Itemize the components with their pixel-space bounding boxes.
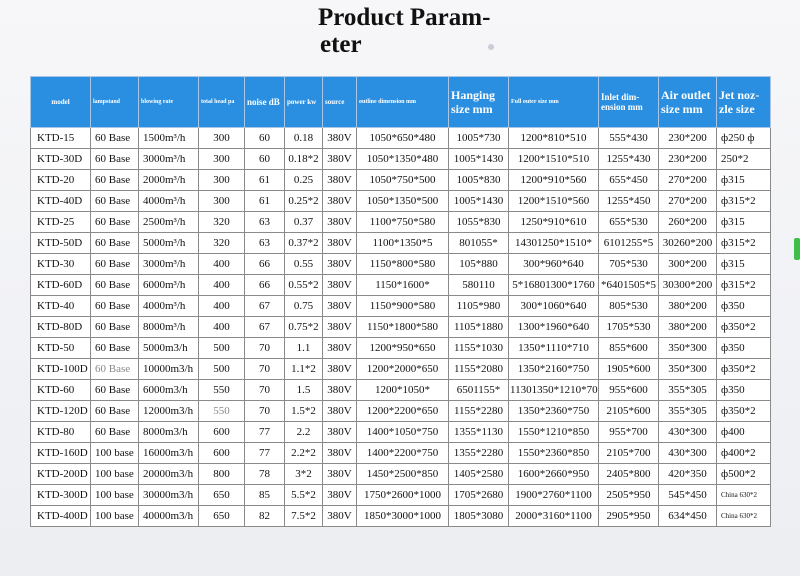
cell-blowing-rate: 5000m³/h bbox=[139, 233, 199, 254]
decorative-dot bbox=[488, 44, 494, 50]
cell-power: 5.5*2 bbox=[285, 485, 323, 506]
cell-lampstand: 60 Base bbox=[91, 317, 139, 338]
cell-total-head: 320 bbox=[199, 212, 245, 233]
cell-hanging-size: 1355*2280 bbox=[449, 443, 509, 464]
cell-jet-nozzle-size: ф315 bbox=[717, 212, 771, 233]
cell-inlet-dimension: 6101255*5 bbox=[599, 233, 659, 254]
cell-source: 380V bbox=[323, 422, 357, 443]
cell-jet-nozzle-size: ф400*2 bbox=[717, 443, 771, 464]
cell-total-head: 500 bbox=[199, 338, 245, 359]
cell-model: KTD-60 bbox=[31, 380, 91, 401]
cell-hanging-size: 1405*2580 bbox=[449, 464, 509, 485]
cell-lampstand: 60 Base bbox=[91, 422, 139, 443]
cell-hanging-size: 801055* bbox=[449, 233, 509, 254]
cell-source: 380V bbox=[323, 506, 357, 527]
cell-power: 3*2 bbox=[285, 464, 323, 485]
cell-full-outer-size: 1350*2160*750 bbox=[509, 359, 599, 380]
cell-air-outlet-size: 30260*200 bbox=[659, 233, 717, 254]
cell-inlet-dimension: 1705*530 bbox=[599, 317, 659, 338]
cell-total-head: 650 bbox=[199, 506, 245, 527]
cell-source: 380V bbox=[323, 464, 357, 485]
cell-blowing-rate: 12000m3/h bbox=[139, 401, 199, 422]
col-header-blowing-rate: blowing rate bbox=[139, 77, 199, 128]
cell-inlet-dimension: 2105*700 bbox=[599, 443, 659, 464]
cell-inlet-dimension: 555*430 bbox=[599, 128, 659, 149]
cell-source: 380V bbox=[323, 380, 357, 401]
cell-lampstand: 60 Base bbox=[91, 275, 139, 296]
cell-outline-dimension: 1050*750*500 bbox=[357, 170, 449, 191]
cell-lampstand: 60 Base bbox=[91, 401, 139, 422]
table-row bbox=[31, 506, 771, 527]
cell-inlet-dimension: 1255*450 bbox=[599, 191, 659, 212]
cell-noise: 63 bbox=[245, 212, 285, 233]
cell-outline-dimension: 1100*750*580 bbox=[357, 212, 449, 233]
cell-total-head: 400 bbox=[199, 296, 245, 317]
table-row bbox=[31, 128, 771, 149]
cell-jet-nozzle-size: ф350*2 bbox=[717, 359, 771, 380]
cell-source: 380V bbox=[323, 254, 357, 275]
cell-source: 380V bbox=[323, 443, 357, 464]
cell-full-outer-size: 1350*2360*750 bbox=[509, 401, 599, 422]
cell-power: 0.55 bbox=[285, 254, 323, 275]
cell-total-head: 300 bbox=[199, 149, 245, 170]
table-body bbox=[31, 128, 771, 527]
cell-noise: 67 bbox=[245, 296, 285, 317]
cell-hanging-size: 1005*830 bbox=[449, 170, 509, 191]
cell-full-outer-size: 1600*2660*950 bbox=[509, 464, 599, 485]
cell-power: 0.25 bbox=[285, 170, 323, 191]
cell-outline-dimension: 1150*1800*580 bbox=[357, 317, 449, 338]
cell-jet-nozzle-size: ф350 bbox=[717, 296, 771, 317]
page-title-line-1: Product Param- bbox=[318, 4, 491, 31]
cell-lampstand: 60 Base bbox=[91, 170, 139, 191]
col-header-total-head: total head pa bbox=[199, 77, 245, 128]
cell-power: 0.18 bbox=[285, 128, 323, 149]
cell-full-outer-size: 1350*1110*710 bbox=[509, 338, 599, 359]
cell-total-head: 500 bbox=[199, 359, 245, 380]
cell-blowing-rate: 4000m³/h bbox=[139, 191, 199, 212]
cell-hanging-size: 1805*3080 bbox=[449, 506, 509, 527]
cell-blowing-rate: 4000m³/h bbox=[139, 296, 199, 317]
cell-power: 0.18*2 bbox=[285, 149, 323, 170]
cell-air-outlet-size: 270*200 bbox=[659, 170, 717, 191]
cell-air-outlet-size: 380*200 bbox=[659, 296, 717, 317]
cell-power: 1.5 bbox=[285, 380, 323, 401]
cell-outline-dimension: 1200*2200*650 bbox=[357, 401, 449, 422]
cell-noise: 66 bbox=[245, 275, 285, 296]
cell-total-head: 400 bbox=[199, 317, 245, 338]
cell-air-outlet-size: 230*200 bbox=[659, 149, 717, 170]
col-header-air-outlet-size: Air outlet size mm bbox=[659, 77, 717, 128]
cell-hanging-size: 1005*1430 bbox=[449, 149, 509, 170]
cell-noise: 78 bbox=[245, 464, 285, 485]
cell-air-outlet-size: 300*200 bbox=[659, 254, 717, 275]
table-row bbox=[31, 338, 771, 359]
cell-full-outer-size: 2000*3160*1100 bbox=[509, 506, 599, 527]
cell-full-outer-size: 11301350*1210*70 bbox=[509, 380, 599, 401]
cell-lampstand: 60 Base bbox=[91, 380, 139, 401]
cell-total-head: 600 bbox=[199, 443, 245, 464]
cell-jet-nozzle-size: ф350*2 bbox=[717, 401, 771, 422]
product-parameter-table bbox=[30, 76, 771, 527]
col-header-jet-nozzle-size: Jet noz-zle size bbox=[717, 77, 771, 128]
cell-model: KTD-40D bbox=[31, 191, 91, 212]
cell-model: KTD-25 bbox=[31, 212, 91, 233]
table-row bbox=[31, 149, 771, 170]
cell-model: KTD-30D bbox=[31, 149, 91, 170]
cell-lampstand: 100 base bbox=[91, 443, 139, 464]
page-title-line-2: eter bbox=[320, 31, 362, 58]
cell-air-outlet-size: 355*305 bbox=[659, 401, 717, 422]
cell-jet-nozzle-size: ф250 ф bbox=[717, 128, 771, 149]
cell-outline-dimension: 1050*650*480 bbox=[357, 128, 449, 149]
cell-hanging-size: 1155*1030 bbox=[449, 338, 509, 359]
table-row bbox=[31, 380, 771, 401]
cell-air-outlet-size: 230*200 bbox=[659, 128, 717, 149]
table-row bbox=[31, 275, 771, 296]
table-row bbox=[31, 296, 771, 317]
cell-full-outer-size: 14301250*1510* bbox=[509, 233, 599, 254]
col-header-lampstand: lampstand bbox=[91, 77, 139, 128]
table-row bbox=[31, 170, 771, 191]
cell-hanging-size: 1105*1880 bbox=[449, 317, 509, 338]
cell-hanging-size: 105*880 bbox=[449, 254, 509, 275]
cell-inlet-dimension: 955*700 bbox=[599, 422, 659, 443]
cell-full-outer-size: 300*1060*640 bbox=[509, 296, 599, 317]
cell-model: KTD-80D bbox=[31, 317, 91, 338]
cell-inlet-dimension: 655*450 bbox=[599, 170, 659, 191]
cell-blowing-rate: 8000m³/h bbox=[139, 317, 199, 338]
cell-full-outer-size: 5*16801300*1760 bbox=[509, 275, 599, 296]
cell-outline-dimension: 1050*1350*480 bbox=[357, 149, 449, 170]
cell-total-head: 300 bbox=[199, 191, 245, 212]
cell-source: 380V bbox=[323, 191, 357, 212]
cell-power: 0.37 bbox=[285, 212, 323, 233]
cell-noise: 63 bbox=[245, 233, 285, 254]
cell-power: 0.75*2 bbox=[285, 317, 323, 338]
cell-hanging-size: 1705*2680 bbox=[449, 485, 509, 506]
cell-lampstand: 60 Base bbox=[91, 128, 139, 149]
cell-jet-nozzle-size: China 630*2 bbox=[717, 485, 771, 506]
cell-lampstand: 100 base bbox=[91, 506, 139, 527]
cell-noise: 60 bbox=[245, 149, 285, 170]
cell-noise: 67 bbox=[245, 317, 285, 338]
cell-lampstand: 100 base bbox=[91, 464, 139, 485]
cell-blowing-rate: 8000m3/h bbox=[139, 422, 199, 443]
cell-source: 380V bbox=[323, 170, 357, 191]
cell-hanging-size: 1155*2280 bbox=[449, 401, 509, 422]
cell-source: 380V bbox=[323, 149, 357, 170]
cell-outline-dimension: 1200*1050* bbox=[357, 380, 449, 401]
cell-lampstand: 60 Base bbox=[91, 233, 139, 254]
cell-hanging-size: 1155*2080 bbox=[449, 359, 509, 380]
cell-source: 380V bbox=[323, 296, 357, 317]
cell-total-head: 650 bbox=[199, 485, 245, 506]
cell-model: KTD-20 bbox=[31, 170, 91, 191]
cell-jet-nozzle-size: ф350*2 bbox=[717, 317, 771, 338]
cell-full-outer-size: 1300*1960*640 bbox=[509, 317, 599, 338]
col-header-noise: noise dB bbox=[245, 77, 285, 128]
cell-total-head: 320 bbox=[199, 233, 245, 254]
cell-jet-nozzle-size: ф500*2 bbox=[717, 464, 771, 485]
cell-air-outlet-size: 380*200 bbox=[659, 317, 717, 338]
cell-jet-nozzle-size: ф400 bbox=[717, 422, 771, 443]
cell-air-outlet-size: 634*450 bbox=[659, 506, 717, 527]
cell-noise: 82 bbox=[245, 506, 285, 527]
cell-blowing-rate: 3000m³/h bbox=[139, 254, 199, 275]
cell-model: KTD-300D bbox=[31, 485, 91, 506]
table-header-row bbox=[31, 77, 771, 128]
cell-lampstand: 60 Base bbox=[91, 359, 139, 380]
cell-blowing-rate: 16000m3/h bbox=[139, 443, 199, 464]
col-header-hanging-size: Hanging size mm bbox=[449, 77, 509, 128]
cell-full-outer-size: 1200*910*560 bbox=[509, 170, 599, 191]
cell-hanging-size: 1105*980 bbox=[449, 296, 509, 317]
col-header-source: source bbox=[323, 77, 357, 128]
cell-jet-nozzle-size: ф315 bbox=[717, 170, 771, 191]
cell-blowing-rate: 5000m3/h bbox=[139, 338, 199, 359]
cell-source: 380V bbox=[323, 359, 357, 380]
cell-model: KTD-50D bbox=[31, 233, 91, 254]
cell-total-head: 400 bbox=[199, 254, 245, 275]
cell-outline-dimension: 1400*2200*750 bbox=[357, 443, 449, 464]
cell-hanging-size: 6501155* bbox=[449, 380, 509, 401]
col-header-outline-dimension: outline dimension mm bbox=[357, 77, 449, 128]
cell-inlet-dimension: 2405*800 bbox=[599, 464, 659, 485]
cell-source: 380V bbox=[323, 338, 357, 359]
cell-lampstand: 60 Base bbox=[91, 191, 139, 212]
cell-total-head: 300 bbox=[199, 170, 245, 191]
cell-model: KTD-400D bbox=[31, 506, 91, 527]
cell-model: KTD-80 bbox=[31, 422, 91, 443]
cell-hanging-size: 1005*1430 bbox=[449, 191, 509, 212]
cell-source: 380V bbox=[323, 401, 357, 422]
cell-model: KTD-100D bbox=[31, 359, 91, 380]
cell-inlet-dimension: 655*530 bbox=[599, 212, 659, 233]
col-header-model: model bbox=[31, 77, 91, 128]
cell-noise: 66 bbox=[245, 254, 285, 275]
cell-jet-nozzle-size: China 630*2 bbox=[717, 506, 771, 527]
col-header-full-outer-size: Full outer size mm bbox=[509, 77, 599, 128]
cell-total-head: 800 bbox=[199, 464, 245, 485]
cell-full-outer-size: 300*960*640 bbox=[509, 254, 599, 275]
cell-source: 380V bbox=[323, 128, 357, 149]
cell-model: KTD-120D bbox=[31, 401, 91, 422]
cell-hanging-size: 1055*830 bbox=[449, 212, 509, 233]
cell-noise: 61 bbox=[245, 170, 285, 191]
cell-source: 380V bbox=[323, 275, 357, 296]
cell-air-outlet-size: 430*300 bbox=[659, 443, 717, 464]
cell-power: 1.1 bbox=[285, 338, 323, 359]
cell-noise: 70 bbox=[245, 359, 285, 380]
cell-model: KTD-40 bbox=[31, 296, 91, 317]
cell-total-head: 300 bbox=[199, 128, 245, 149]
col-header-inlet-dimension: Inlet dim-ension mm bbox=[599, 77, 659, 128]
table-row bbox=[31, 464, 771, 485]
cell-model: KTD-200D bbox=[31, 464, 91, 485]
cell-full-outer-size: 1250*910*610 bbox=[509, 212, 599, 233]
cell-blowing-rate: 40000m3/h bbox=[139, 506, 199, 527]
cell-blowing-rate: 2000m³/h bbox=[139, 170, 199, 191]
cell-power: 0.75 bbox=[285, 296, 323, 317]
cell-model: KTD-60D bbox=[31, 275, 91, 296]
cell-outline-dimension: 1400*1050*750 bbox=[357, 422, 449, 443]
cell-lampstand: 60 Base bbox=[91, 296, 139, 317]
cell-noise: 61 bbox=[245, 191, 285, 212]
cell-power: 2.2 bbox=[285, 422, 323, 443]
cell-model: KTD-50 bbox=[31, 338, 91, 359]
cell-outline-dimension: 1200*950*650 bbox=[357, 338, 449, 359]
cell-noise: 70 bbox=[245, 380, 285, 401]
cell-source: 380V bbox=[323, 317, 357, 338]
cell-inlet-dimension: 855*600 bbox=[599, 338, 659, 359]
cell-full-outer-size: 1200*810*510 bbox=[509, 128, 599, 149]
cell-noise: 70 bbox=[245, 338, 285, 359]
edge-marker bbox=[794, 238, 800, 260]
cell-inlet-dimension: 2505*950 bbox=[599, 485, 659, 506]
cell-blowing-rate: 10000m3/h bbox=[139, 359, 199, 380]
cell-outline-dimension: 1750*2600*1000 bbox=[357, 485, 449, 506]
cell-jet-nozzle-size: ф315 bbox=[717, 254, 771, 275]
cell-noise: 60 bbox=[245, 128, 285, 149]
cell-power: 0.25*2 bbox=[285, 191, 323, 212]
table-row bbox=[31, 359, 771, 380]
cell-air-outlet-size: 545*450 bbox=[659, 485, 717, 506]
cell-air-outlet-size: 30300*200 bbox=[659, 275, 717, 296]
cell-air-outlet-size: 355*305 bbox=[659, 380, 717, 401]
cell-source: 380V bbox=[323, 233, 357, 254]
cell-outline-dimension: 1850*3000*1000 bbox=[357, 506, 449, 527]
cell-noise: 85 bbox=[245, 485, 285, 506]
cell-jet-nozzle-size: ф315*2 bbox=[717, 191, 771, 212]
cell-total-head: 550 bbox=[199, 401, 245, 422]
cell-noise: 77 bbox=[245, 443, 285, 464]
cell-air-outlet-size: 350*300 bbox=[659, 359, 717, 380]
cell-power: 7.5*2 bbox=[285, 506, 323, 527]
cell-inlet-dimension: 955*600 bbox=[599, 380, 659, 401]
table-row bbox=[31, 401, 771, 422]
cell-full-outer-size: 1550*2360*850 bbox=[509, 443, 599, 464]
cell-hanging-size: 1005*730 bbox=[449, 128, 509, 149]
cell-outline-dimension: 1150*800*580 bbox=[357, 254, 449, 275]
cell-power: 2.2*2 bbox=[285, 443, 323, 464]
cell-inlet-dimension: 2105*600 bbox=[599, 401, 659, 422]
cell-total-head: 550 bbox=[199, 380, 245, 401]
cell-lampstand: 100 base bbox=[91, 485, 139, 506]
cell-blowing-rate: 6000m3/h bbox=[139, 380, 199, 401]
cell-full-outer-size: 1200*1510*510 bbox=[509, 149, 599, 170]
cell-total-head: 600 bbox=[199, 422, 245, 443]
cell-inlet-dimension: 1255*430 bbox=[599, 149, 659, 170]
col-header-power: power kw bbox=[285, 77, 323, 128]
cell-blowing-rate: 1500m³/h bbox=[139, 128, 199, 149]
cell-jet-nozzle-size: ф350 bbox=[717, 380, 771, 401]
table-row bbox=[31, 191, 771, 212]
cell-blowing-rate: 2500m³/h bbox=[139, 212, 199, 233]
table-row bbox=[31, 233, 771, 254]
cell-inlet-dimension: 1905*600 bbox=[599, 359, 659, 380]
table-row bbox=[31, 485, 771, 506]
cell-full-outer-size: 1200*1510*560 bbox=[509, 191, 599, 212]
cell-total-head: 400 bbox=[199, 275, 245, 296]
table-row bbox=[31, 212, 771, 233]
cell-power: 1.5*2 bbox=[285, 401, 323, 422]
cell-air-outlet-size: 260*200 bbox=[659, 212, 717, 233]
cell-outline-dimension: 1200*2000*650 bbox=[357, 359, 449, 380]
cell-inlet-dimension: 705*530 bbox=[599, 254, 659, 275]
cell-jet-nozzle-size: 250*2 bbox=[717, 149, 771, 170]
cell-power: 0.55*2 bbox=[285, 275, 323, 296]
cell-jet-nozzle-size: ф315*2 bbox=[717, 233, 771, 254]
cell-outline-dimension: 1450*2500*850 bbox=[357, 464, 449, 485]
page-title bbox=[318, 4, 490, 58]
table-row bbox=[31, 443, 771, 464]
cell-air-outlet-size: 270*200 bbox=[659, 191, 717, 212]
table-row bbox=[31, 422, 771, 443]
cell-outline-dimension: 1050*1350*500 bbox=[357, 191, 449, 212]
cell-outline-dimension: 1150*1600* bbox=[357, 275, 449, 296]
cell-model: KTD-30 bbox=[31, 254, 91, 275]
cell-source: 380V bbox=[323, 485, 357, 506]
cell-hanging-size: 1355*1130 bbox=[449, 422, 509, 443]
cell-blowing-rate: 20000m3/h bbox=[139, 464, 199, 485]
cell-lampstand: 60 Base bbox=[91, 212, 139, 233]
cell-lampstand: 60 Base bbox=[91, 149, 139, 170]
cell-full-outer-size: 1900*2760*1100 bbox=[509, 485, 599, 506]
table-row bbox=[31, 317, 771, 338]
cell-model: KTD-15 bbox=[31, 128, 91, 149]
cell-power: 1.1*2 bbox=[285, 359, 323, 380]
cell-air-outlet-size: 420*350 bbox=[659, 464, 717, 485]
cell-jet-nozzle-size: ф350 bbox=[717, 338, 771, 359]
cell-full-outer-size: 1550*1210*850 bbox=[509, 422, 599, 443]
cell-air-outlet-size: 430*300 bbox=[659, 422, 717, 443]
cell-inlet-dimension: 805*530 bbox=[599, 296, 659, 317]
cell-lampstand: 60 Base bbox=[91, 338, 139, 359]
cell-jet-nozzle-size: ф315*2 bbox=[717, 275, 771, 296]
cell-outline-dimension: 1100*1350*5 bbox=[357, 233, 449, 254]
table-row bbox=[31, 254, 771, 275]
cell-power: 0.37*2 bbox=[285, 233, 323, 254]
cell-noise: 70 bbox=[245, 401, 285, 422]
cell-air-outlet-size: 350*300 bbox=[659, 338, 717, 359]
cell-source: 380V bbox=[323, 212, 357, 233]
cell-outline-dimension: 1150*900*580 bbox=[357, 296, 449, 317]
cell-model: KTD-160D bbox=[31, 443, 91, 464]
cell-blowing-rate: 3000m³/h bbox=[139, 149, 199, 170]
cell-hanging-size: 580110 bbox=[449, 275, 509, 296]
cell-blowing-rate: 6000m³/h bbox=[139, 275, 199, 296]
cell-noise: 77 bbox=[245, 422, 285, 443]
cell-inlet-dimension: 2905*950 bbox=[599, 506, 659, 527]
cell-inlet-dimension: *6401505*5 bbox=[599, 275, 659, 296]
cell-lampstand: 60 Base bbox=[91, 254, 139, 275]
cell-blowing-rate: 30000m3/h bbox=[139, 485, 199, 506]
